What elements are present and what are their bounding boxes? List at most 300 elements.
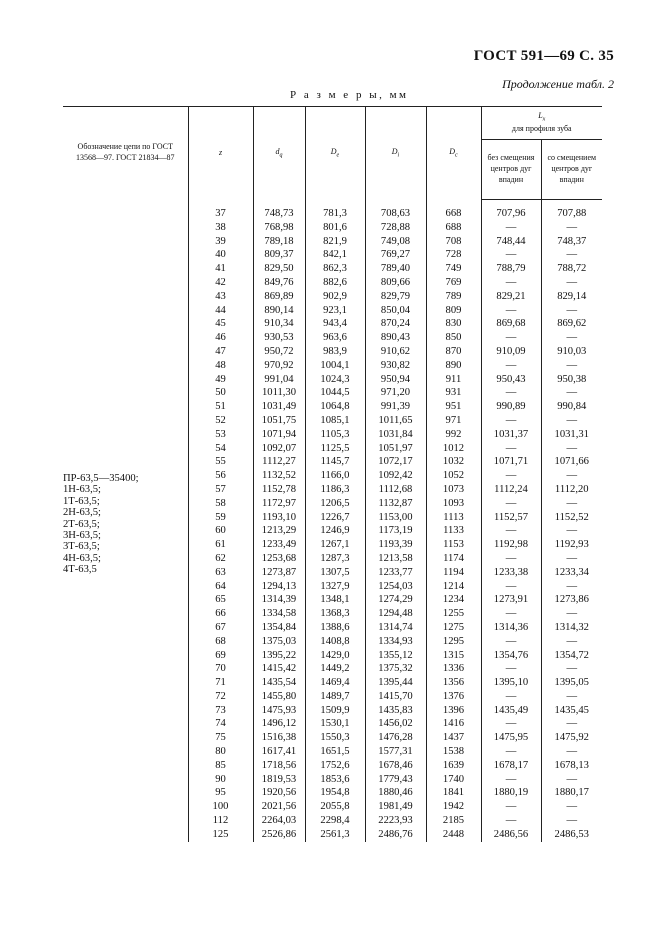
col-lx-sub: x xyxy=(542,116,546,123)
cell-lx-with-shift: 1354,72 xyxy=(554,649,589,661)
cell-di: 1375,32 xyxy=(365,662,426,676)
cell-de: 1246,9 xyxy=(305,524,365,538)
cell-dq: 1496,12 xyxy=(253,717,305,731)
cell-z: 69 xyxy=(188,649,253,663)
cell-dc: 728 xyxy=(426,248,481,262)
cell-lx-with-shift: — xyxy=(566,690,578,702)
designation-line: 2Т-63,5; xyxy=(63,518,100,530)
cell-dq: 1617,41 xyxy=(253,745,305,759)
cell-z: 37 xyxy=(188,207,253,221)
cell-dq: 1051,75 xyxy=(253,414,305,428)
cell-de: 943,4 xyxy=(305,317,365,331)
cell-dc: 1234 xyxy=(426,593,481,607)
cell-dq: 1294,13 xyxy=(253,580,305,594)
cell-lx-no-shift: — xyxy=(481,497,541,511)
cell-lx-with-shift: — xyxy=(566,663,578,675)
cell-z: 100 xyxy=(188,800,253,814)
cell-de: 1044,5 xyxy=(305,386,365,400)
cell-di: 1112,68 xyxy=(365,483,426,497)
cell-dq: 768,98 xyxy=(253,221,305,235)
cell-dc: 1113 xyxy=(426,511,481,525)
cell-de: 1145,7 xyxy=(305,455,365,469)
cell-dc: 1174 xyxy=(426,552,481,566)
col-de-sub: e xyxy=(336,152,340,159)
cell-dc: 2448 xyxy=(426,828,481,842)
cell-dq: 1273,87 xyxy=(253,566,305,580)
cell-di: 971,20 xyxy=(365,386,426,400)
cell-lx-no-shift: 748,44 xyxy=(481,235,541,249)
cell-lx-with-shift: — xyxy=(566,332,578,344)
cell-lx-with-shift: 1395,05 xyxy=(554,677,589,689)
dimensions-table xyxy=(63,106,602,842)
designation-line: 1Н-63,5; xyxy=(63,484,101,496)
cell-dq: 1415,42 xyxy=(253,662,305,676)
cell-di: 870,24 xyxy=(365,317,426,331)
cell-z: 50 xyxy=(188,386,253,400)
cell-dc: 890 xyxy=(426,359,481,373)
cell-de: 801,6 xyxy=(305,221,365,235)
cell-dc: 1153 xyxy=(426,538,481,552)
cell-dc: 1336 xyxy=(426,662,481,676)
cell-dc: 1315 xyxy=(426,649,481,663)
cell-z: 112 xyxy=(188,814,253,828)
cell-di: 1981,49 xyxy=(365,800,426,814)
cell-dq: 2021,56 xyxy=(253,800,305,814)
cell-z: 48 xyxy=(188,359,253,373)
cell-lx-with-shift: — xyxy=(566,801,578,813)
cell-di: 1233,77 xyxy=(365,566,426,580)
cell-di: 1476,28 xyxy=(365,731,426,745)
cell-lx-no-shift: 1314,36 xyxy=(481,621,541,635)
cell-dq: 869,89 xyxy=(253,290,305,304)
cell-di: 1173,19 xyxy=(365,524,426,538)
cell-lx-with-shift: 869,62 xyxy=(557,318,587,330)
cell-lx-with-shift: — xyxy=(566,414,578,426)
cell-dq: 1031,49 xyxy=(253,400,305,414)
cell-di: 1577,31 xyxy=(365,745,426,759)
cell-di: 1254,03 xyxy=(365,580,426,594)
cell-dq: 1516,38 xyxy=(253,731,305,745)
cell-lx-with-shift: 1192,93 xyxy=(554,539,589,551)
cell-lx-with-shift: 1475,92 xyxy=(554,732,589,744)
cell-lx-no-shift: — xyxy=(481,580,541,594)
spacer-cell xyxy=(541,200,602,208)
col-lx-desc: для профиля зуба xyxy=(511,123,572,133)
cell-di: 1072,17 xyxy=(365,455,426,469)
cell-lx-no-shift: 990,89 xyxy=(481,400,541,414)
cell-z: 49 xyxy=(188,373,253,387)
cell-de: 1368,3 xyxy=(305,607,365,621)
col-dq-sub: q xyxy=(279,152,283,159)
cell-lx-no-shift: — xyxy=(481,662,541,676)
col-di-sub: i xyxy=(397,152,400,159)
cell-lx-with-shift: — xyxy=(566,746,578,758)
cell-lx-with-shift: 950,38 xyxy=(557,373,587,385)
cell-di: 1031,84 xyxy=(365,428,426,442)
cell-lx-with-shift: 1314,32 xyxy=(554,621,589,633)
cell-lx-with-shift: 707,88 xyxy=(557,208,587,219)
cell-dq: 1132,52 xyxy=(253,469,305,483)
cell-z: 72 xyxy=(188,690,253,704)
cell-dq: 809,37 xyxy=(253,248,305,262)
cell-z: 53 xyxy=(188,428,253,442)
col-dc-sub: c xyxy=(455,152,458,159)
cell-dq: 1395,22 xyxy=(253,649,305,663)
cell-z: 38 xyxy=(188,221,253,235)
cell-z: 70 xyxy=(188,662,253,676)
cell-di: 1415,70 xyxy=(365,690,426,704)
cell-z: 65 xyxy=(188,593,253,607)
cell-z: 64 xyxy=(188,580,253,594)
cell-dq: 1011,30 xyxy=(253,386,305,400)
cell-de: 1105,3 xyxy=(305,428,365,442)
table-spacer-row xyxy=(63,200,602,208)
cell-di: 1011,65 xyxy=(365,414,426,428)
cell-dq: 910,34 xyxy=(253,317,305,331)
cell-dc: 1356 xyxy=(426,676,481,690)
cell-dq: 1455,80 xyxy=(253,690,305,704)
cell-de: 1489,7 xyxy=(305,690,365,704)
cell-lx-with-shift: — xyxy=(566,249,578,261)
cell-dq: 1112,27 xyxy=(253,455,305,469)
col-dq-header xyxy=(253,107,305,200)
cell-lx-no-shift: 788,79 xyxy=(481,262,541,276)
cell-dq: 1172,97 xyxy=(253,497,305,511)
col-z-header xyxy=(188,107,253,200)
cell-lx-no-shift: 1354,76 xyxy=(481,649,541,663)
cell-dc: 971 xyxy=(426,414,481,428)
cell-z: 61 xyxy=(188,538,253,552)
cell-de: 1206,5 xyxy=(305,497,365,511)
cell-de: 842,1 xyxy=(305,248,365,262)
cell-z: 63 xyxy=(188,566,253,580)
cell-de: 1853,6 xyxy=(305,773,365,787)
cell-dc: 1032 xyxy=(426,455,481,469)
cell-z: 41 xyxy=(188,262,253,276)
cell-de: 1024,3 xyxy=(305,373,365,387)
cell-di: 789,40 xyxy=(365,262,426,276)
cell-dq: 2526,86 xyxy=(253,828,305,842)
cell-lx-no-shift: — xyxy=(481,745,541,759)
cell-dc: 769 xyxy=(426,276,481,290)
cell-di: 1051,97 xyxy=(365,442,426,456)
cell-de: 1429,0 xyxy=(305,649,365,663)
cell-lx-no-shift: — xyxy=(481,276,541,290)
cell-lx-with-shift: — xyxy=(566,497,578,509)
cell-lx-no-shift: — xyxy=(481,414,541,428)
cell-z: 46 xyxy=(188,331,253,345)
cell-dc: 1275 xyxy=(426,621,481,635)
cell-dc: 1214 xyxy=(426,580,481,594)
cell-z: 55 xyxy=(188,455,253,469)
cell-dq: 1475,93 xyxy=(253,704,305,718)
cell-lx-no-shift: 950,43 xyxy=(481,373,541,387)
cell-lx-with-shift: — xyxy=(566,635,578,647)
cell-z: 62 xyxy=(188,552,253,566)
cell-di: 890,43 xyxy=(365,331,426,345)
spacer-cell xyxy=(426,200,481,208)
cell-de: 1752,6 xyxy=(305,759,365,773)
col-di-text: D xyxy=(391,146,398,156)
cell-lx-no-shift: 1475,95 xyxy=(481,731,541,745)
cell-lx-with-shift: 1112,20 xyxy=(554,483,589,495)
cell-lx-no-shift: — xyxy=(481,331,541,345)
cell-di: 749,08 xyxy=(365,235,426,249)
cell-di: 1435,83 xyxy=(365,704,426,718)
cell-dq: 1920,56 xyxy=(253,786,305,800)
cell-lx-no-shift: 829,21 xyxy=(481,290,541,304)
table-row xyxy=(63,207,602,221)
cell-dc: 1194 xyxy=(426,566,481,580)
cell-dc: 1376 xyxy=(426,690,481,704)
cell-di: 991,39 xyxy=(365,400,426,414)
cell-z: 45 xyxy=(188,317,253,331)
designation-line: 2Н-63,5; xyxy=(63,507,101,519)
cell-dq: 829,50 xyxy=(253,262,305,276)
col-dc-header xyxy=(426,107,481,200)
cell-lx-no-shift: — xyxy=(481,690,541,704)
cell-dq: 1718,56 xyxy=(253,759,305,773)
cell-de: 1064,8 xyxy=(305,400,365,414)
cell-dc: 1073 xyxy=(426,483,481,497)
col-di-header xyxy=(365,107,426,200)
col-no-shift-text: без смещения центров дуг впадин xyxy=(487,153,535,184)
cell-lx-no-shift: 1192,98 xyxy=(481,538,541,552)
cell-z: 57 xyxy=(188,483,253,497)
col-with-shift-header xyxy=(541,140,602,200)
cell-de: 2055,8 xyxy=(305,800,365,814)
cell-z: 95 xyxy=(188,786,253,800)
cell-de: 1348,1 xyxy=(305,593,365,607)
cell-de: 1004,1 xyxy=(305,359,365,373)
cell-dc: 830 xyxy=(426,317,481,331)
cell-de: 1226,7 xyxy=(305,511,365,525)
cell-lx-no-shift: 1031,37 xyxy=(481,428,541,442)
cell-de: 862,3 xyxy=(305,262,365,276)
cell-dq: 970,92 xyxy=(253,359,305,373)
cell-z: 54 xyxy=(188,442,253,456)
cell-lx-no-shift: — xyxy=(481,469,541,483)
cell-z: 51 xyxy=(188,400,253,414)
designation-line: 4Т-63,5 xyxy=(63,564,97,576)
cell-dc: 1052 xyxy=(426,469,481,483)
cell-di: 1132,87 xyxy=(365,497,426,511)
cell-dc: 850 xyxy=(426,331,481,345)
cell-lx-no-shift: — xyxy=(481,773,541,787)
cell-di: 1294,48 xyxy=(365,607,426,621)
cell-dc: 1396 xyxy=(426,704,481,718)
cell-di: 769,27 xyxy=(365,248,426,262)
page-header-standard: ГОСТ 591—69 С. 35 xyxy=(473,48,614,64)
cell-dc: 1093 xyxy=(426,497,481,511)
cell-dq: 1354,84 xyxy=(253,621,305,635)
cell-di: 2223,93 xyxy=(365,814,426,828)
cell-lx-with-shift: — xyxy=(566,608,578,620)
cell-z: 74 xyxy=(188,717,253,731)
cell-z: 58 xyxy=(188,497,253,511)
cell-lx-no-shift: 1071,71 xyxy=(481,455,541,469)
designation-line: 3Н-63,5; xyxy=(63,530,101,542)
cell-di: 1213,58 xyxy=(365,552,426,566)
spacer-cell xyxy=(253,200,305,208)
cell-dc: 992 xyxy=(426,428,481,442)
cell-dq: 789,18 xyxy=(253,235,305,249)
cell-de: 1651,5 xyxy=(305,745,365,759)
cell-di: 1314,74 xyxy=(365,621,426,635)
cell-lx-with-shift: — xyxy=(566,525,578,537)
cell-dq: 1092,07 xyxy=(253,442,305,456)
cell-dq: 1819,53 xyxy=(253,773,305,787)
cell-dc: 2185 xyxy=(426,814,481,828)
cell-di: 1193,39 xyxy=(365,538,426,552)
cell-z: 59 xyxy=(188,511,253,525)
cell-di: 930,82 xyxy=(365,359,426,373)
cell-de: 882,6 xyxy=(305,276,365,290)
cell-de: 781,3 xyxy=(305,207,365,221)
designation-line: 4Н-63,5; xyxy=(63,552,101,564)
cell-di: 1334,93 xyxy=(365,635,426,649)
cell-lx-no-shift: 707,96 xyxy=(481,207,541,221)
cell-lx-no-shift: 1152,57 xyxy=(481,511,541,525)
cell-lx-with-shift: 1880,17 xyxy=(554,787,589,799)
cell-de: 1954,8 xyxy=(305,786,365,800)
cell-dc: 1639 xyxy=(426,759,481,773)
cell-lx-no-shift: 1233,38 xyxy=(481,566,541,580)
cell-de: 1267,1 xyxy=(305,538,365,552)
cell-lx-no-shift: — xyxy=(481,386,541,400)
cell-dc: 951 xyxy=(426,400,481,414)
cell-lx-no-shift: — xyxy=(481,800,541,814)
cell-lx-with-shift: — xyxy=(566,773,578,785)
cell-z: 44 xyxy=(188,304,253,318)
designation-cell xyxy=(63,207,188,842)
cell-dq: 1213,29 xyxy=(253,524,305,538)
cell-lx-no-shift: — xyxy=(481,442,541,456)
col-lx-text: L xyxy=(538,111,543,121)
cell-di: 1880,46 xyxy=(365,786,426,800)
cell-di: 728,88 xyxy=(365,221,426,235)
cell-lx-with-shift: — xyxy=(566,470,578,482)
cell-de: 923,1 xyxy=(305,304,365,318)
cell-dc: 688 xyxy=(426,221,481,235)
cell-de: 1287,3 xyxy=(305,552,365,566)
cell-di: 1092,42 xyxy=(365,469,426,483)
cell-lx-no-shift: 1112,24 xyxy=(481,483,541,497)
cell-dc: 1841 xyxy=(426,786,481,800)
cell-dc: 668 xyxy=(426,207,481,221)
cell-di: 1153,00 xyxy=(365,511,426,525)
cell-lx-with-shift: — xyxy=(566,552,578,564)
cell-lx-no-shift: 1880,19 xyxy=(481,786,541,800)
cell-de: 983,9 xyxy=(305,345,365,359)
cell-de: 821,9 xyxy=(305,235,365,249)
cell-lx-with-shift: 1071,66 xyxy=(554,456,589,468)
cell-de: 1388,6 xyxy=(305,621,365,635)
cell-dq: 2264,03 xyxy=(253,814,305,828)
cell-dc: 870 xyxy=(426,345,481,359)
cell-lx-no-shift: — xyxy=(481,717,541,731)
col-de-text: D xyxy=(330,146,337,156)
cell-de: 1186,3 xyxy=(305,483,365,497)
cell-dq: 1233,49 xyxy=(253,538,305,552)
cell-dc: 708 xyxy=(426,235,481,249)
spacer-cell xyxy=(481,200,541,208)
cell-lx-with-shift: 1152,52 xyxy=(554,511,589,523)
cell-de: 1125,5 xyxy=(305,442,365,456)
cell-lx-with-shift: — xyxy=(566,221,578,233)
cell-di: 950,94 xyxy=(365,373,426,387)
cell-lx-no-shift: 910,09 xyxy=(481,345,541,359)
col-z-text: z xyxy=(218,147,223,157)
cell-dq: 1071,94 xyxy=(253,428,305,442)
cell-dc: 749 xyxy=(426,262,481,276)
cell-lx-with-shift: 990,84 xyxy=(557,401,587,413)
cell-lx-no-shift: — xyxy=(481,304,541,318)
cell-dc: 1255 xyxy=(426,607,481,621)
cell-dq: 748,73 xyxy=(253,207,305,221)
cell-lx-no-shift: — xyxy=(481,635,541,649)
cell-di: 708,63 xyxy=(365,207,426,221)
cell-di: 1355,12 xyxy=(365,649,426,663)
cell-de: 1166,0 xyxy=(305,469,365,483)
cell-z: 60 xyxy=(188,524,253,538)
cell-de: 902,9 xyxy=(305,290,365,304)
spacer-cell xyxy=(63,200,188,208)
col-lx-header xyxy=(481,107,602,140)
cell-z: 80 xyxy=(188,745,253,759)
cell-z: 66 xyxy=(188,607,253,621)
cell-de: 2561,3 xyxy=(305,828,365,842)
col-dc-text: D xyxy=(449,146,456,156)
cell-dc: 809 xyxy=(426,304,481,318)
cell-di: 850,04 xyxy=(365,304,426,318)
cell-dc: 1437 xyxy=(426,731,481,745)
cell-lx-with-shift: — xyxy=(566,815,578,827)
designation-line: ПР-63,5—35400; xyxy=(63,473,139,484)
cell-de: 2298,4 xyxy=(305,814,365,828)
cell-lx-with-shift: 748,37 xyxy=(557,235,587,247)
cell-de: 1509,9 xyxy=(305,704,365,718)
cell-di: 1678,46 xyxy=(365,759,426,773)
table-continuation-label: Продолжение табл. 2 xyxy=(502,77,614,91)
cell-dq: 1435,54 xyxy=(253,676,305,690)
cell-de: 1530,1 xyxy=(305,717,365,731)
cell-z: 68 xyxy=(188,635,253,649)
cell-z: 73 xyxy=(188,704,253,718)
cell-di: 1274,29 xyxy=(365,593,426,607)
table-body xyxy=(63,200,602,842)
cell-di: 910,62 xyxy=(365,345,426,359)
cell-dc: 1133 xyxy=(426,524,481,538)
cell-dq: 991,04 xyxy=(253,373,305,387)
cell-lx-with-shift: 1273,86 xyxy=(554,594,589,606)
cell-dc: 1538 xyxy=(426,745,481,759)
cell-lx-with-shift: — xyxy=(566,359,578,371)
cell-lx-no-shift: 1678,17 xyxy=(481,759,541,773)
cell-lx-with-shift: 1031,31 xyxy=(554,428,589,440)
cell-lx-with-shift: 910,03 xyxy=(557,345,587,357)
cell-dq: 1375,03 xyxy=(253,635,305,649)
cell-lx-no-shift: — xyxy=(481,524,541,538)
cell-dq: 1152,78 xyxy=(253,483,305,497)
col-dq-text: d xyxy=(275,146,280,156)
cell-z: 40 xyxy=(188,248,253,262)
cell-lx-no-shift: 869,68 xyxy=(481,317,541,331)
cell-dq: 1314,39 xyxy=(253,593,305,607)
cell-lx-no-shift: — xyxy=(481,607,541,621)
cell-lx-no-shift: 2486,56 xyxy=(481,828,541,842)
cell-di: 2486,76 xyxy=(365,828,426,842)
